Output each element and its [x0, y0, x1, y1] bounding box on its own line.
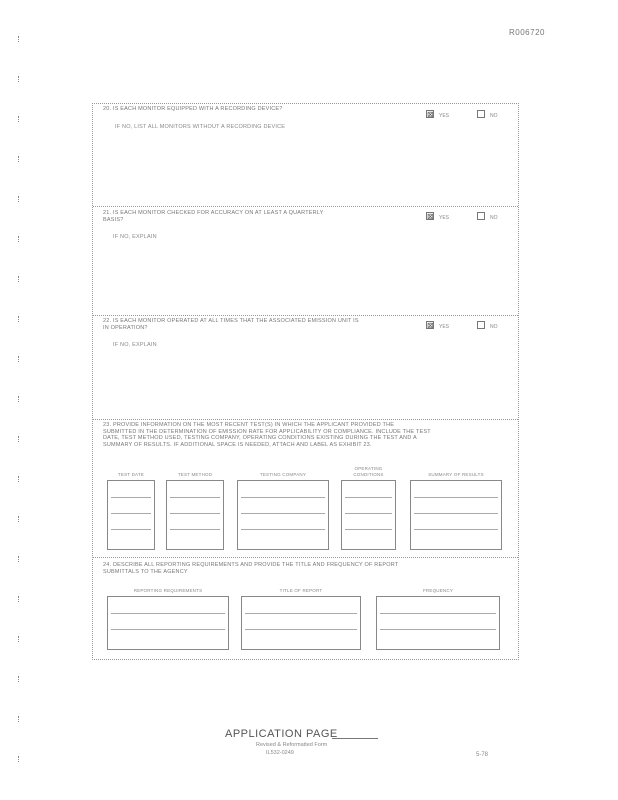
question-monitor-accuracy	[103, 210, 324, 223]
binder-holes	[18, 36, 26, 796]
column-header-test-method: TEST METHOD	[177, 472, 213, 477]
question-line-2: SUBMITTED IN THE DETERMINATION OF EMISSION RATE FOR APPLICABILITY OR COMPLIANCE. INCLUDE THE TEST	[103, 428, 431, 435]
column-header-test-date: TEST DATE	[117, 472, 145, 477]
question-line-1: 22. IS EACH MONITOR OPERATED AT ALL TIMES THAT THE ASSOCIATED EMISSION UNIT IS	[103, 318, 359, 324]
yes-checkbox-accuracy[interactable]: ⊠	[427, 212, 434, 221]
question-line-2: BASIS?	[103, 216, 124, 223]
question-line-1: 23. PROVIDE INFORMATION ON THE MOST RECENT TEST(S) IN WHICH THE APPLICANT PROVIDED THE	[103, 422, 395, 428]
test-date-field[interactable]	[107, 480, 155, 550]
question-line-2: SUBMITTALS TO THE AGENCY	[103, 568, 188, 575]
column-header-reporting-requirements: REPORTING REQUIREMENTS	[133, 588, 203, 593]
footer-revision-note: Revised & Reformatted Form	[256, 742, 328, 748]
column-header-operating-conditions: OPERATING CONDITIONS	[353, 466, 384, 477]
document-id: R006720	[509, 28, 545, 37]
question-line-2: IN OPERATION?	[103, 324, 148, 331]
question-line-1: 21. IS EACH MONITOR CHECKED FOR ACCURACY ON AT LEAST A QUARTERLY	[103, 210, 324, 216]
no-label: NO	[490, 215, 498, 221]
question-line-3: DATE, TEST METHOD USED, TESTING COMPANY, OPERATING CONDITIONS EXISTING DURING THE TEST AND A	[103, 435, 417, 441]
section-monitor-operation	[93, 316, 518, 420]
yes-label: YES	[439, 113, 450, 119]
column-header-title-of-report: TITLE OF REPORT	[279, 588, 323, 593]
section-reporting-requirements	[93, 558, 518, 661]
section-test-information	[93, 420, 518, 558]
column-header-frequency: FREQUENCY	[422, 588, 454, 593]
column-header-summary-results: SUMMARY OF RESULTS	[428, 472, 484, 477]
application-form	[92, 103, 519, 660]
question-line-4: SUMMARY OF RESULTS. IF ADDITIONAL SPACE IS NEEDED, ATTACH AND LABEL AS EXHIBIT 23.	[103, 441, 372, 448]
no-checkbox-recording[interactable]	[477, 110, 485, 118]
no-label: NO	[490, 113, 498, 119]
frequency-field[interactable]	[376, 596, 500, 650]
yes-checkbox-recording[interactable]: ⊠	[427, 110, 434, 119]
footer-form-number: IL532-0249	[266, 750, 294, 756]
column-header-testing-company: TESTING COMPANY	[259, 472, 307, 477]
page-number-blank[interactable]	[332, 738, 378, 739]
test-method-field[interactable]	[166, 480, 224, 550]
summary-results-field[interactable]	[410, 480, 502, 550]
instruction-list-monitors: IF NO, LIST ALL MONITORS WITHOUT A RECORDING DEVICE	[115, 124, 286, 130]
question-reporting-requirements	[103, 562, 398, 575]
reporting-requirements-field[interactable]	[107, 596, 229, 650]
no-checkbox-accuracy[interactable]	[477, 212, 485, 220]
title-of-report-field[interactable]	[241, 596, 361, 650]
yes-label: YES	[439, 324, 450, 330]
question-recording-device: 20. IS EACH MONITOR EQUIPPED WITH A RECORDING DEVICE?	[103, 106, 283, 112]
yes-checkbox-operation[interactable]: ⊠	[427, 321, 434, 330]
question-test-information	[103, 422, 431, 448]
footer-page-code: 5-78	[476, 752, 489, 758]
testing-company-field[interactable]	[237, 480, 329, 550]
question-monitor-operation	[103, 318, 359, 331]
yes-label: YES	[439, 215, 450, 221]
operating-conditions-field[interactable]	[341, 480, 396, 550]
instruction-explain: IF NO, EXPLAIN	[113, 342, 157, 348]
instruction-explain: IF NO, EXPLAIN	[113, 234, 157, 240]
footer-title: APPLICATION PAGE	[225, 728, 338, 740]
no-label: NO	[490, 324, 498, 330]
section-recording-device	[93, 104, 518, 207]
section-monitor-accuracy	[93, 207, 518, 316]
no-checkbox-operation[interactable]	[477, 321, 485, 329]
question-line-1: 24. DESCRIBE ALL REPORTING REQUIREMENTS AND PROVIDE THE TITLE AND FREQUENCY OF REPORT	[103, 562, 399, 568]
